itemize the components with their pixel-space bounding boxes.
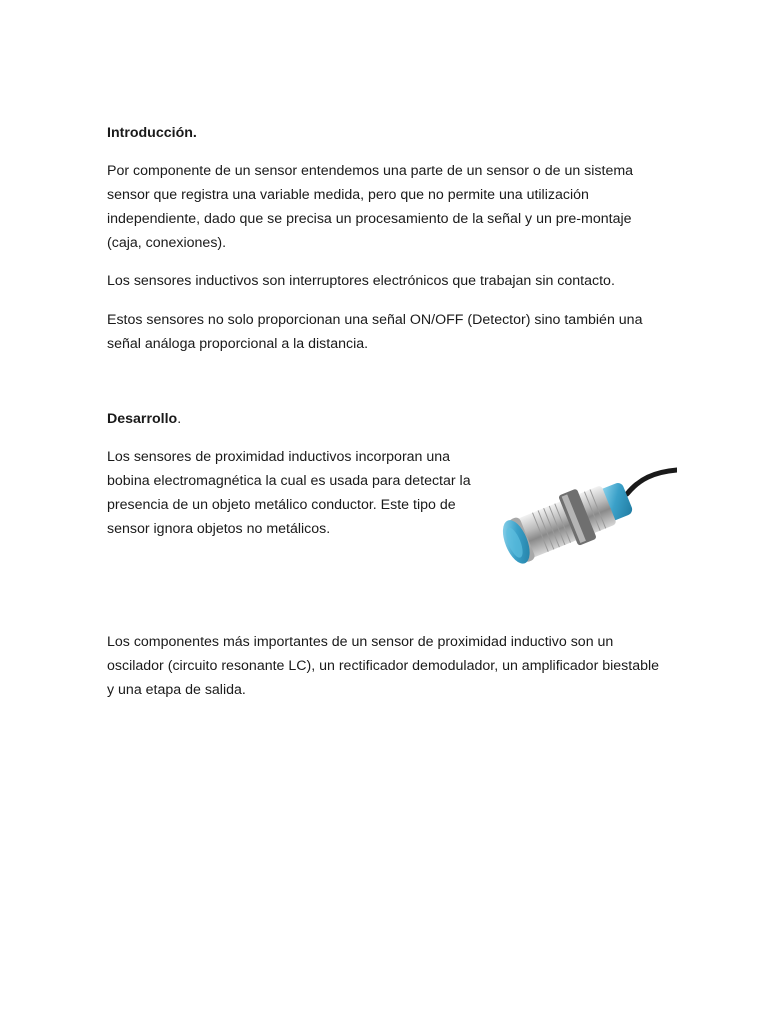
intro-paragraph-3: Estos sensores no solo proporcionan una señal ON/OFF (Detector) sino también una señal análoga proporcional a la distancia. <box>107 312 643 352</box>
intro-paragraph-2: Los sensores inductivos son interruptores electrónicos que trabajan sin contacto. <box>107 273 615 289</box>
inductive-proximity-sensor-icon <box>499 434 677 610</box>
intro-paragraph-1: Por componente de un sensor entendemos una parte de un sensor o de un sistema sensor que registra una variable medida, pero que no permite una utilización independiente, dado que se precisa un procesamiento de la señal y un pre-montaje (caja, conexiones). <box>107 163 634 251</box>
development-heading-period: . <box>177 411 182 427</box>
development-heading-text: Desarrollo <box>107 411 178 427</box>
development-heading <box>107 407 181 431</box>
development-paragraph-2: Los componentes más importantes de un sensor de proximidad inductivo son un oscilador (circuito resonante LC), un rectificador demodulador, un amplificador biestable y una etapa de salida. <box>107 634 660 698</box>
development-paragraph-1: Los sensores de proximidad inductivos incorporan una bobina electromagnética la cual es usada para detectar la presencia de un objeto metálico conductor. Este tipo de sensor ignora objetos no metálicos. <box>107 449 471 537</box>
inductive-sensor-image <box>499 434 677 610</box>
intro-heading: Introducción. <box>107 125 197 141</box>
